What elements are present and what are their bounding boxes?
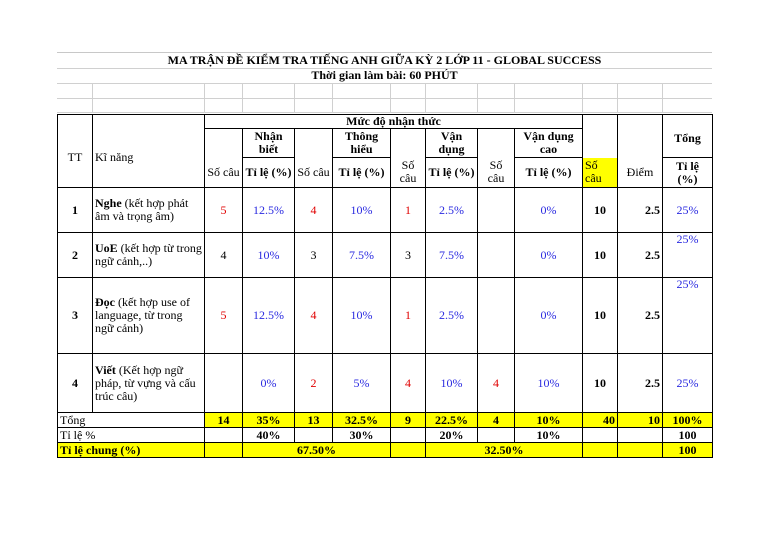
table-cell: 5 bbox=[205, 188, 243, 233]
table-cell: Nghe (kết hợp phát âm và trọng âm) bbox=[93, 188, 205, 233]
page-title: MA TRẬN ĐỀ KIỂM TRA TIẾNG ANH GIỮA KỲ 2 LỚP 11 - GLOBAL SUCCESS bbox=[167, 53, 602, 67]
table-cell: 4 bbox=[478, 354, 515, 413]
ti-le-header: Tỉ lệ (%) bbox=[515, 158, 583, 188]
matrix-table bbox=[57, 114, 713, 458]
table-cell: 4 bbox=[205, 233, 243, 278]
table-cell: 100 bbox=[663, 428, 713, 443]
table-cell: 10% bbox=[515, 428, 583, 443]
table-cell: 2 bbox=[58, 233, 93, 278]
table-cell: 10% bbox=[333, 188, 391, 233]
table-cell: 0% bbox=[515, 233, 583, 278]
table-cell: 13 bbox=[295, 413, 333, 428]
table-cell: Tỉ lệ chung (%) bbox=[58, 443, 205, 458]
level-group-header: Mức độ nhận thức bbox=[205, 115, 583, 129]
table-cell bbox=[295, 129, 333, 158]
table-cell: 2.5 bbox=[618, 233, 663, 278]
so-cau-header: Số câu bbox=[478, 158, 515, 188]
level-thong-hieu: Thông hiểu bbox=[333, 129, 391, 158]
table-cell: 10% bbox=[333, 278, 391, 354]
table-cell: 12.5% bbox=[243, 278, 295, 354]
level-nhan-biet: Nhận biết bbox=[243, 129, 295, 158]
level-van-dung-cao: Vận dụng cao bbox=[515, 129, 583, 158]
table-cell: 5 bbox=[205, 278, 243, 354]
table-cell: 2.5% bbox=[426, 278, 478, 354]
table-cell: 1 bbox=[391, 278, 426, 354]
table-cell bbox=[583, 443, 618, 458]
table-cell: 0% bbox=[243, 354, 295, 413]
table-cell bbox=[295, 428, 333, 443]
so-cau-header: Số câu bbox=[205, 158, 243, 188]
table-cell: 100 bbox=[663, 443, 713, 458]
table-cell: 7.5% bbox=[333, 233, 391, 278]
table-cell bbox=[618, 115, 663, 129]
table-cell: 67.50% bbox=[243, 443, 391, 458]
total-row bbox=[58, 413, 713, 428]
table-cell bbox=[478, 129, 515, 158]
table-cell: 0% bbox=[515, 188, 583, 233]
table-cell bbox=[618, 428, 663, 443]
table-cell bbox=[478, 188, 515, 233]
table-cell: 30% bbox=[333, 428, 391, 443]
table-cell: 20% bbox=[426, 428, 478, 443]
table-cell: UoE (kết hợp từ trong ngữ cảnh,..) bbox=[93, 233, 205, 278]
ti-le-header: Tỉ lệ (%) bbox=[426, 158, 478, 188]
level-van-dung: Vận dụng bbox=[426, 129, 478, 158]
table-cell: 25% bbox=[663, 233, 713, 278]
table-cell: 0% bbox=[515, 278, 583, 354]
ratio-row bbox=[58, 428, 713, 443]
table-cell: Viết (Kết hợp ngữ pháp, từ vựng và cấu trúc câu) bbox=[93, 354, 205, 413]
so-cau-header: Số câu bbox=[391, 158, 426, 188]
skill-header: Kĩ năng bbox=[93, 129, 205, 188]
table-cell: 4 bbox=[478, 413, 515, 428]
table-cell: 7.5% bbox=[426, 233, 478, 278]
table-cell: 25% bbox=[663, 278, 713, 354]
table-cell bbox=[583, 115, 618, 129]
table-cell: 9 bbox=[391, 413, 426, 428]
table-cell: 100% bbox=[663, 413, 713, 428]
table-cell: 10% bbox=[243, 233, 295, 278]
table-cell: 25% bbox=[663, 354, 713, 413]
diem-header: Điểm bbox=[618, 158, 663, 188]
table-cell bbox=[205, 129, 243, 158]
table-cell: 14 bbox=[205, 413, 243, 428]
table-cell bbox=[583, 129, 618, 158]
table-cell: 12.5% bbox=[243, 188, 295, 233]
table-cell: 25% bbox=[663, 188, 713, 233]
table-cell: 32.50% bbox=[426, 443, 583, 458]
table-cell: 32.5% bbox=[333, 413, 391, 428]
table-cell: Tỉ lệ % bbox=[58, 428, 205, 443]
table-cell: 4 bbox=[391, 354, 426, 413]
table-row bbox=[58, 188, 713, 233]
table-cell: 3 bbox=[58, 278, 93, 354]
table-cell bbox=[205, 428, 243, 443]
table-cell: 10 bbox=[583, 188, 618, 233]
table-cell bbox=[93, 115, 205, 129]
table-cell: 40 bbox=[583, 413, 618, 428]
table-cell: Đọc (kết hợp use of language, từ trong ngữ cảnh) bbox=[93, 278, 205, 354]
table-cell: 10% bbox=[426, 354, 478, 413]
table-cell: 5% bbox=[333, 354, 391, 413]
so-cau-total-header: Số câu bbox=[583, 158, 618, 188]
table-cell: 4 bbox=[295, 188, 333, 233]
table-row bbox=[58, 354, 713, 413]
general-ratio-row bbox=[58, 443, 713, 458]
table-cell bbox=[478, 233, 515, 278]
table-cell: 2 bbox=[295, 354, 333, 413]
table-cell bbox=[58, 115, 93, 129]
table-cell bbox=[205, 443, 243, 458]
tt-header: TT bbox=[58, 129, 93, 188]
table-cell: 4 bbox=[58, 354, 93, 413]
table-cell: 1 bbox=[391, 188, 426, 233]
table-cell: 2.5 bbox=[618, 278, 663, 354]
table-row bbox=[58, 233, 713, 278]
table-row bbox=[58, 278, 713, 354]
table-cell: 10 bbox=[583, 233, 618, 278]
table-cell bbox=[583, 428, 618, 443]
table-cell: 2.5 bbox=[618, 188, 663, 233]
table-cell bbox=[391, 428, 426, 443]
table-cell bbox=[478, 278, 515, 354]
table-cell: 2.5 bbox=[618, 354, 663, 413]
table-cell bbox=[478, 428, 515, 443]
so-cau-header: Số câu bbox=[295, 158, 333, 188]
tile-total-header: Tỉ lệ (%) bbox=[663, 158, 713, 188]
table-cell: Tổng bbox=[58, 413, 205, 428]
table-cell: 22.5% bbox=[426, 413, 478, 428]
total-header: Tổng bbox=[663, 129, 713, 158]
table-cell: 10 bbox=[583, 278, 618, 354]
table-cell: 3 bbox=[295, 233, 333, 278]
table-cell: 10% bbox=[515, 354, 583, 413]
table-cell: 35% bbox=[243, 413, 295, 428]
table-cell bbox=[618, 129, 663, 158]
table-cell bbox=[391, 443, 426, 458]
ti-le-header: Tỉ lệ (%) bbox=[333, 158, 391, 188]
table-cell: 2.5% bbox=[426, 188, 478, 233]
table-cell: 10% bbox=[515, 413, 583, 428]
ti-le-header: Tỉ lệ (%) bbox=[243, 158, 295, 188]
table-cell: 10 bbox=[583, 354, 618, 413]
table-cell bbox=[205, 354, 243, 413]
table-cell: 4 bbox=[295, 278, 333, 354]
page-subtitle: Thời gian làm bài: 60 PHÚT bbox=[311, 68, 458, 82]
table-cell: 40% bbox=[243, 428, 295, 443]
table-cell bbox=[663, 115, 713, 129]
table-cell: 1 bbox=[58, 188, 93, 233]
table-cell bbox=[391, 129, 426, 158]
table-cell bbox=[618, 443, 663, 458]
table-cell: 3 bbox=[391, 233, 426, 278]
table-cell: 10 bbox=[618, 413, 663, 428]
